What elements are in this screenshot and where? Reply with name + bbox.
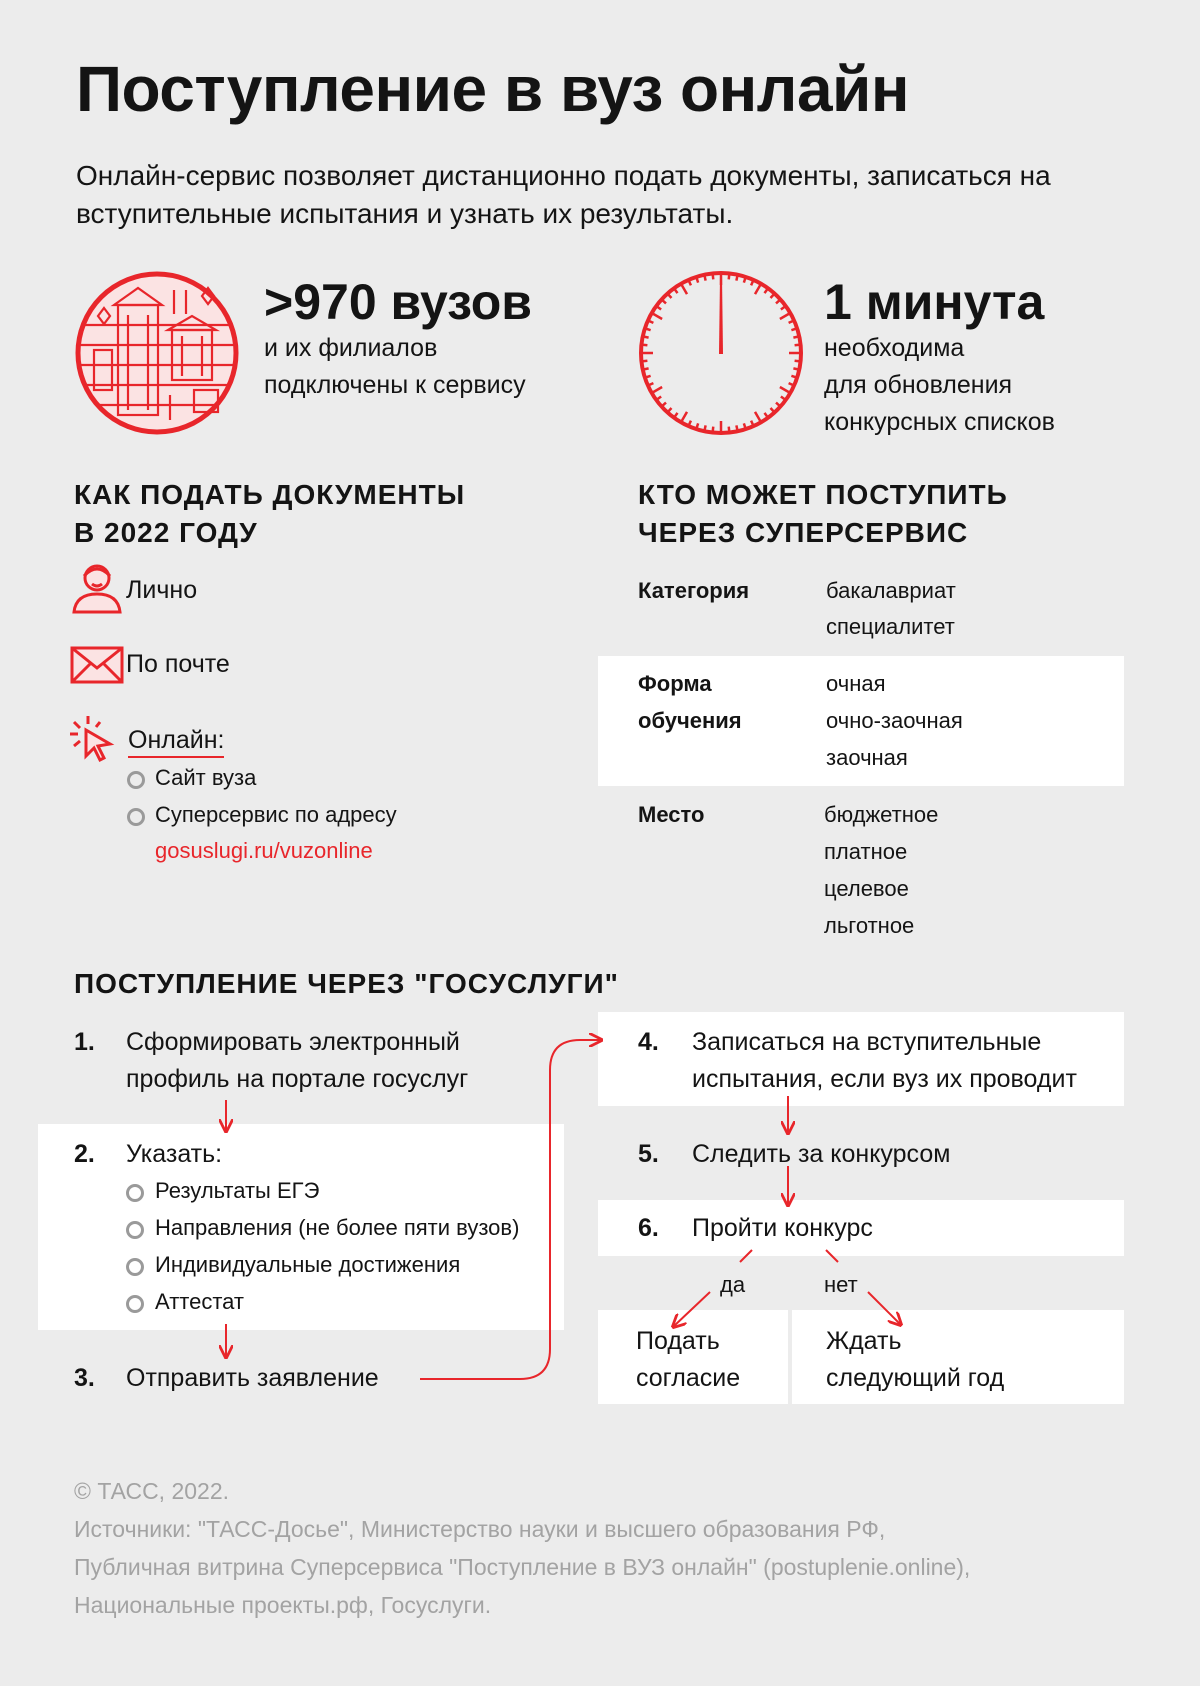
stopwatch-tick [795,361,801,362]
stopwatch-tick [793,336,799,337]
outcome-yes-line-1: Подать [636,1327,720,1355]
stopwatch-tick [681,284,687,294]
bullet-icon [126,1295,144,1313]
step-number: 4. [638,1028,659,1056]
step-2-item: Результаты ЕГЭ [155,1178,320,1203]
branch-yes-label: да [720,1272,746,1297]
stopwatch-tick [696,423,698,429]
stopwatch-tick [755,284,761,294]
gos-heading: ПОСТУПЛЕНИЕ ЧЕРЕЗ "ГОСУСЛУГИ" [74,968,619,999]
stopwatch-tick [776,299,780,303]
who-value: очно-заочная [826,708,963,733]
method-personal: Лично [126,576,198,604]
stopwatch-tick [771,408,775,412]
who-value: заочная [826,745,908,770]
footer-sources-2: Публичная витрина Суперсервиса "Поступление в ВУЗ онлайн" (postuplenie.online), [74,1554,971,1580]
stopwatch-tick [641,345,647,346]
who-label-form-2: обучения [638,708,742,733]
method-online: Онлайн: [128,726,224,758]
who-value: бюджетное [824,802,939,827]
bullet-icon [126,1258,144,1276]
stopwatch-tick [713,427,714,433]
stopwatch-tick [652,313,662,319]
who-value: целевое [824,876,909,901]
stopwatch-tick [656,306,661,310]
stopwatch-tick [744,423,746,429]
stopwatch-tick [780,387,790,393]
who-value: специалитет [826,614,955,639]
mail-icon [70,646,124,684]
stopwatch-tick [736,425,737,431]
step-5-line: Следить за конкурсом [692,1140,951,1168]
how-heading-line-1: КАК ПОДАТЬ ДОКУМЕНТЫ [74,479,466,510]
stopwatch-tick [781,306,786,310]
step-4-line-1: Записаться на вступительные [692,1028,1042,1056]
step-3-line: Отправить заявление [126,1364,379,1392]
page-title: Поступление в вуз онлайн [76,53,910,125]
who-heading-line-2: ЧЕРЕЗ СУПЕРСЕРВИС [638,517,969,548]
stopwatch-tick [776,403,780,407]
stopwatch-tick [667,408,671,412]
stopwatch-tick [781,396,786,400]
stopwatch-tick [667,294,671,298]
page-subtitle: Онлайн-сервис позволяет дистанционно подать документы, записаться на вступительные испытания и узнать их результаты. [76,160,1051,229]
bullet-icon [127,808,145,826]
step-6-line: Пройти конкурс [692,1214,873,1242]
stopwatch-tick [780,313,790,319]
stopwatch-tick [681,412,687,422]
stopwatch-tick [713,273,714,279]
stopwatch-tick [674,413,678,418]
method-mail: По почте [126,650,230,678]
stopwatch-tick [643,336,649,337]
update-time: 1 минута [824,274,1045,330]
stopwatch-tick [643,368,649,369]
bullet-icon [127,771,145,789]
stopwatch-tick [645,328,651,330]
step-1-line-1: Сформировать электронный [126,1028,460,1056]
universities-caption-line-2: подключены к сервису [264,371,526,399]
who-label-form: Форма [638,671,712,696]
outcome-no-line-2: следующий год [826,1364,1005,1392]
step-number: 5. [638,1140,659,1168]
stopwatch-tick [656,396,661,400]
stopwatch-tick [704,275,705,281]
online-item-university-site: Сайт вуза [155,765,257,790]
stopwatch-tick [674,288,678,293]
bullet-icon [126,1221,144,1239]
branch-no-label: нет [824,1272,858,1297]
stopwatch-tick [704,425,705,431]
update-caption-line-1: необходима [824,334,965,362]
stopwatch-tick [662,403,666,407]
step-4-line-2: испытания, если вуз их проводит [692,1065,1077,1093]
universities-count: >970 вузов [264,274,533,330]
stopwatch-tick [641,361,647,362]
stopwatch-tick [645,376,651,378]
stopwatch-tick [771,294,775,298]
outcome-no-line-1: Ждать [826,1327,902,1355]
superservice-link[interactable]: gosuslugi.ru/vuzonline [155,838,373,863]
step-number: 6. [638,1214,659,1242]
who-heading-line-1: КТО МОЖЕТ ПОСТУПИТЬ [638,479,1008,510]
how-heading-line-2: В 2022 ГОДУ [74,517,258,548]
update-caption-line-2: для обновления [824,371,1013,399]
step-number: 2. [74,1140,95,1168]
stopwatch-tick [744,277,746,283]
step-1-line-2: профиль на портале госуслуг [126,1065,469,1093]
stopwatch-tick [736,275,737,281]
update-caption-line-3: конкурсных списков [824,408,1055,436]
step-2-title: Указать: [126,1140,223,1168]
who-label-place: Место [638,802,705,827]
step-2-item: Направления (не более пяти вузов) [155,1215,520,1240]
stopwatch-tick [795,345,801,346]
step-number: 1. [74,1028,95,1056]
outcome-yes-line-2: согласие [636,1364,741,1392]
online-item-superservice: Суперсервис по адресу [155,802,397,827]
cursor-click-icon [70,714,120,764]
universities-caption-line-1: и их филиалов [264,334,438,362]
bullet-icon [126,1184,144,1202]
stopwatch-tick [791,328,797,330]
step-2-item: Аттестат [155,1289,244,1314]
stopwatch-tick [793,368,799,369]
stopwatch-tick [755,412,761,422]
footer-sources-3: Национальные проекты.рф, Госуслуги. [74,1592,492,1618]
footer-sources-1: Источники: "ТАСС-Досье", Министерство науки и высшего образования РФ, [74,1516,886,1542]
stopwatch-icon [636,268,806,438]
university-buildings-icon [74,270,240,436]
who-value: льготное [824,913,915,938]
stopwatch-tick [652,387,662,393]
who-value: платное [824,839,908,864]
step-number: 3. [74,1364,95,1392]
footer-copyright: © ТАСС, 2022. [74,1478,230,1504]
stopwatch-tick [696,277,698,283]
stopwatch-tick [764,288,768,293]
stopwatch-tick [764,413,768,418]
stopwatch-tick [729,427,730,433]
who-value: очная [826,671,886,696]
stopwatch-tick [791,376,797,378]
who-value: бакалавриат [826,578,956,603]
person-icon [70,558,124,614]
who-label-category: Категория [638,578,750,603]
step-2-item: Индивидуальные достижения [155,1252,461,1277]
stopwatch-tick [662,299,666,303]
stopwatch-tick [729,273,730,279]
